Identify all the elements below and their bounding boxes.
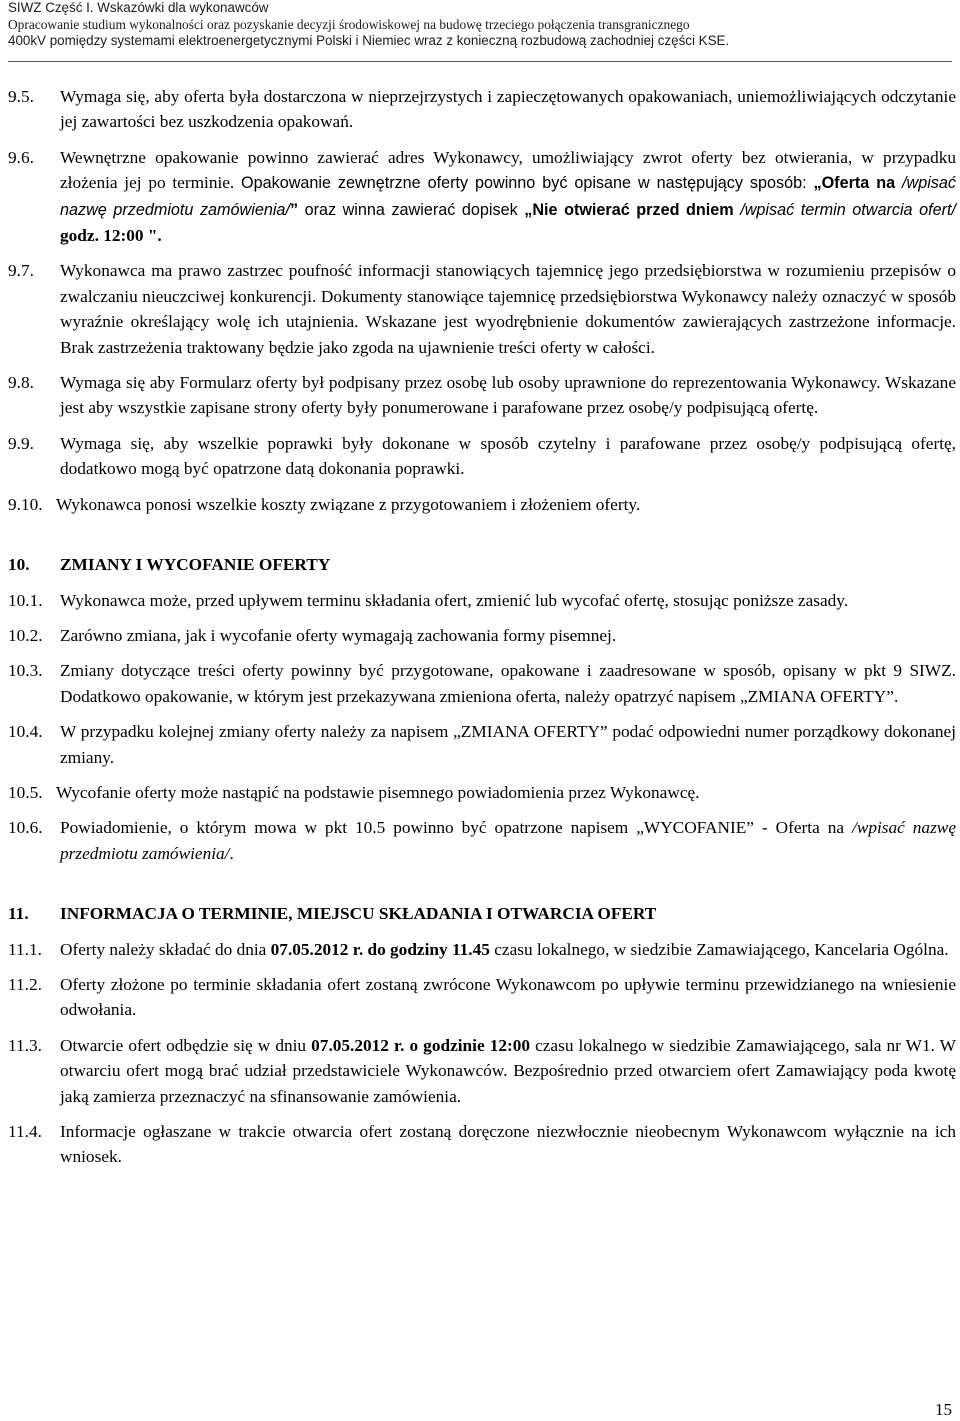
header-rule [8,61,952,62]
item-number: 10.4. [8,722,43,742]
section-number: 11. [8,904,29,924]
item-10-6 [8,815,956,866]
page-header [8,0,952,50]
document-body [8,84,956,1170]
item-11-3 [8,1033,956,1109]
item-9-6 [8,145,956,249]
item-10-4 [8,719,956,770]
item-text: Wewnętrzne opakowanie powinno zawierać adres Wykonawcy, umożliwiający zwrot oferty bez otwierania, w przypadku złożenia jej po terminie. Opakowanie zewnętrzne oferty powinno być opisane w następujący sposób: „Oferta na /wpisać nazwę przedmiotu zamówienia/” oraz winna zawierać dopisek „Nie otwierać przed dniem /wpisać termin otwarcia ofert/ godz. 12:00 ". [60,147,956,246]
item-text: Wymaga się, aby oferta była dostarczona w nieprzejrzystych i zapieczętowanych opakowaniach, uniemożliwiających odczytanie jej zawartości bez uszkodzenia opakowań. [60,87,956,132]
item-text: Zarówno zmiana, jak i wycofanie oferty wymagają zachowania formy pisemnej. [60,625,617,645]
item-10-2 [8,623,956,648]
item-11-1 [8,937,956,962]
item-number: 9.9. [8,433,34,453]
item-number: 9.10. [8,494,43,514]
item-9-9 [8,431,956,482]
item-text: Wymaga się, aby wszelkie poprawki były dokonane w sposób czytelny i parafowane przez osobę/y podpisującą ofertę, dodatkowo mogą być opatrzone datą dokonania poprawki. [60,433,956,479]
header-line-2: Opracowanie studium wykonalności oraz pozyskanie decyzji środowiskowej na budowę trzeciego połączenia transgranicznego [8,16,690,32]
item-9-5 [8,84,956,135]
item-text: W przypadku kolejnej zmiany oferty należy za napisem „ZMIANA OFERTY” podać odpowiedni numer porządkowy dokonanej zmiany. [60,722,956,767]
item-text: Informacje ogłaszane w trakcie otwarcia ofert zostaną doręczone niezwłocznie nieobecnym Wykonawcom wyłącznie na ich wniosek. [60,1122,956,1167]
section-number: 10. [8,555,30,575]
item-text: Powiadomienie, o którym mowa w pkt 10.5 powinno być opatrzone napisem „WYCOFANIE” - Oferta na /wpisać nazwę przedmiotu zamówienia/. [60,818,956,863]
item-9-10 [8,492,956,517]
item-number: 10.3. [8,661,43,681]
item-number: 11.1. [8,939,42,959]
item-text: Otwarcie ofert odbędzie się w dniu 07.05.2012 r. o godzinie 12:00 czasu lokalnego w siedzibie Zamawiającego, sala nr W1. W otwarciu ofert mogą brać udział przedstawiciele Wykonawców. Bezpośrednio przed otwarciem ofert Zamawiający poda kwotę jaką zamierza przeznaczyć na sfinansowanie zamówienia. [60,1035,956,1106]
item-number: 9.8. [8,373,34,393]
item-number: 9.7. [8,261,34,281]
item-number: 10.2. [8,625,43,645]
item-10-3 [8,658,956,709]
section-heading-10 [8,552,956,577]
item-text: Wykonawca ponosi wszelkie koszty związane z przygotowaniem i złożeniem oferty. [56,494,641,514]
item-number: 9.5. [8,87,34,106]
header-line-1: SIWZ Część I. Wskazówki dla wykonawców [8,0,269,15]
item-10-1 [8,588,956,613]
item-text: Oferty złożone po terminie składania ofert zostaną zwrócone Wykonawcom po upływie terminu przewidzianego na wniesienie odwołania. [60,974,956,1020]
item-number: 11.3. [8,1035,42,1055]
header-line-3: 400kV pomiędzy systemami elektroenergetycznymi Polski i Niemiec wraz z konieczną rozbudową zachodniej części KSE. [8,33,730,48]
item-number: 9.6. [8,147,34,167]
section-heading-11 [8,901,956,926]
section-title: ZMIANY I WYCOFANIE OFERTY [60,555,331,575]
item-number: 10.6. [8,818,43,838]
item-number: 10.1. [8,590,43,610]
item-number: 10.5. [8,782,43,802]
item-9-7 [8,258,956,360]
item-text: Wykonawca ma prawo zastrzec poufność informacji stanowiących tajemnicę jego przedsiębiorstwa w rozumieniu przepisów o zwalczaniu nieuczciwej konkurencji. Dokumenty stanowiące tajemnicę przedsiębiorstwa Wykonawcy należy oznaczyć w sposób wyraźnie określający wolę ich utajnienia. Wskazane jest wyodrębnienie dokumentów zawierających zastrzeżone informacje. Brak zastrzeżenia traktowany będzie jako zgoda na ujawnienie treści oferty w całości. [60,261,956,357]
item-text: Wycofanie oferty może nastąpić na podstawie pisemnego powiadomienia przez Wykonawcę. [56,782,700,802]
item-number: 11.2. [8,974,42,994]
page-number: 15 [935,1400,952,1419]
item-text: Wymaga się aby Formularz oferty był podpisany przez osobę lub osoby uprawnione do reprezentowania Wykonawcy. Wskazane jest aby wszystkie zapisane strony oferty były ponumerowane i parafowane przez osobę/y podpisującą ofertę. [60,373,956,418]
item-number: 11.4. [8,1122,42,1141]
section-title: INFORMACJA O TERMINIE, MIEJSCU SKŁADANIA I OTWARCIA OFERT [60,904,657,924]
item-11-4 [8,1119,956,1170]
item-11-2 [8,972,956,1023]
item-text: Oferty należy składać do dnia 07.05.2012 r. do godziny 11.45 czasu lokalnego, w siedzibie Zamawiającego, Kancelaria Ogólna. [60,939,949,959]
item-text: Zmiany dotyczące treści oferty powinny być przygotowane, opakowane i zaadresowane w sposób, opisany w pkt 9 SIWZ. Dodatkowo opakowanie, w którym jest przekazywana zmieniona oferta, należy opatrzyć napisem „ZMIANA OFERTY”. [60,661,956,706]
item-10-5 [8,780,956,805]
item-text: Wykonawca może, przed upływem terminu składania ofert, zmienić lub wycofać ofertę, stosując poniższe zasady. [60,590,849,610]
item-9-8 [8,370,956,421]
